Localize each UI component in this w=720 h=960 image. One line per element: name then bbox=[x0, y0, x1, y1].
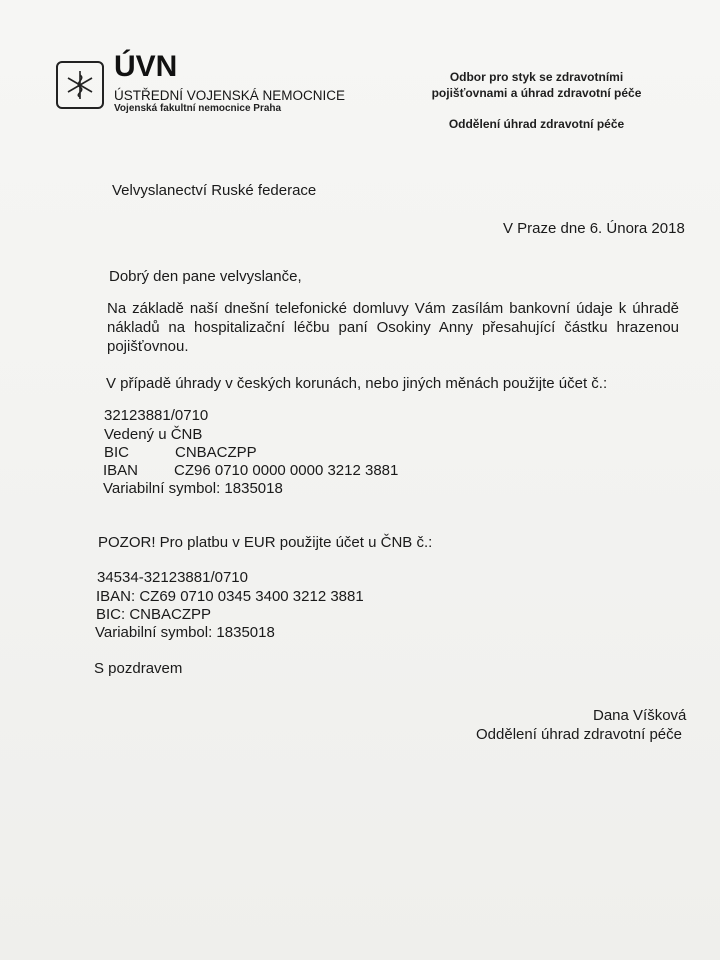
eur-bic: BIC: CNBACZPP bbox=[96, 606, 212, 623]
date-line: V Praze dne 6. Února 2018 bbox=[503, 220, 685, 237]
czk-bic-label: BIC bbox=[104, 444, 130, 461]
paragraph-line: pojišťovnou. bbox=[107, 338, 189, 355]
department-line-3: Oddělení úhrad zdravotní péče bbox=[448, 117, 625, 131]
closing: S pozdravem bbox=[94, 660, 183, 677]
recipient: Velvyslanectví Ruské federace bbox=[112, 182, 317, 199]
department-line-2: pojišťovnami a úhrad zdravotní péče bbox=[431, 86, 642, 100]
czk-variable-symbol: Variabilní symbol: 1835018 bbox=[103, 480, 283, 497]
czk-intro: V případě úhrady v českých korunách, nebo jiných měnách použijte účet č.: bbox=[106, 375, 608, 392]
signature-department: Oddělení úhrad zdravotní péče bbox=[476, 726, 682, 743]
eur-iban: IBAN: CZ69 0710 0345 3400 3212 3881 bbox=[96, 588, 364, 605]
hospital-subtitle: Vojenská fakultní nemocnice Praha bbox=[114, 103, 282, 114]
paragraph-line: Na základě naší dnešní telefonické domluvy Vám zasílám bankovní údaje k úhradě bbox=[107, 300, 679, 317]
eur-warning: POZOR! Pro platbu v EUR použijte účet u ČNB č.: bbox=[98, 534, 433, 551]
greeting: Dobrý den pane velvyslanče, bbox=[109, 268, 302, 285]
department-line-1: Odbor pro styk se zdravotními bbox=[449, 70, 624, 84]
intro-paragraph bbox=[107, 299, 679, 356]
signature-name: Dana Víšková bbox=[593, 707, 687, 724]
czk-bank: Vedený u ČNB bbox=[104, 426, 203, 443]
czk-iban-value: CZ96 0710 0000 0000 3212 3881 bbox=[174, 462, 399, 479]
hospital-name: ÚSTŘEDNÍ VOJENSKÁ NEMOCNICE bbox=[114, 88, 346, 103]
czk-iban-label: IBAN bbox=[103, 462, 139, 479]
star-of-life-logo-icon bbox=[56, 61, 104, 109]
eur-variable-symbol: Variabilní symbol: 1835018 bbox=[95, 624, 275, 641]
paragraph-line: nákladů na hospitalizační léčbu paní Osokiny Anny přesahující částku hrazenou bbox=[107, 319, 679, 336]
logo-abbreviation: ÚVN bbox=[114, 50, 178, 83]
czk-account-number: 32123881/0710 bbox=[104, 407, 209, 424]
eur-account-number: 34534-32123881/0710 bbox=[97, 569, 248, 586]
czk-bic-value: CNBACZPP bbox=[175, 444, 257, 461]
